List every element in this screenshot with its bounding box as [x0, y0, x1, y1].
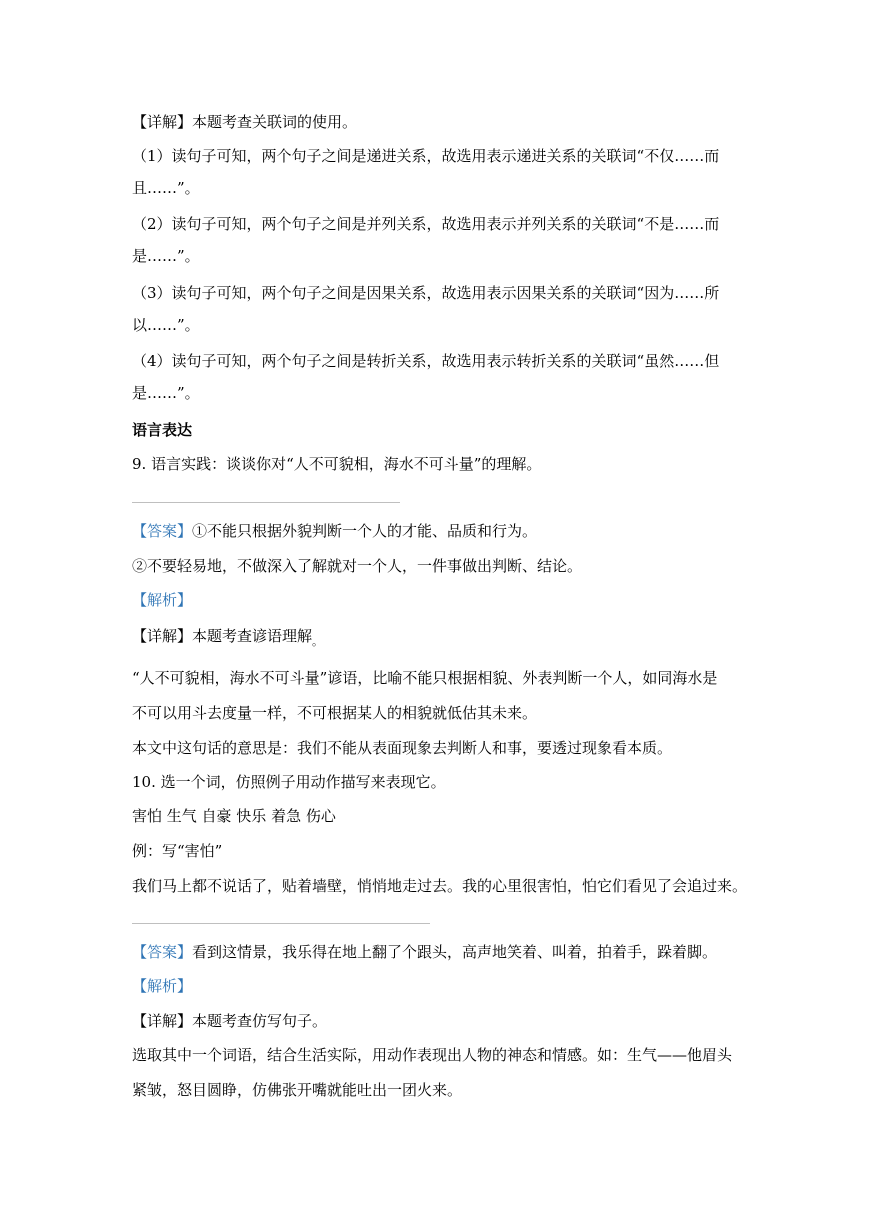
- detail-tag: 【详解】: [132, 1012, 193, 1030]
- answer-text: 看到这情景，我乐得在地上翻了个跟头，高声地笑着、叫着，拍着手，跺着脚。: [192, 943, 718, 961]
- detail-line: [132, 112, 742, 132]
- explanation-9-line-2: 不可以用斗去度量一样，不可根据某人的相貌就低估其未来。: [132, 704, 538, 722]
- detail-item-3-line-1: （3）读句子可知，两个句子之间是因果关系，故选用表示因果关系的关联词“因为……所: [132, 284, 720, 302]
- detail-item-2-line-2: 是……”。: [132, 247, 200, 265]
- detail-item-4-line-2: 是……”。: [132, 384, 200, 402]
- detail-line-9: [132, 626, 742, 648]
- explanation-9-line-3: 本文中这句话的意思是：我们不能从表面现象去判断人和事，要透过现象看本质。: [132, 739, 673, 757]
- question-9: 9. 语言实践：谈谈你对“人不可貌相，海水不可斗量”的理解。: [132, 455, 542, 473]
- section-title: 语言表达: [132, 421, 193, 439]
- detail-text: 本题考查谚语理解: [192, 627, 313, 645]
- question-10: 10. 选一个词，仿照例子用动作描写来表现它。: [132, 773, 446, 791]
- word-options: 害怕 生气 自豪 快乐 着急 伤心: [132, 807, 336, 825]
- explanation-10-line-1: 选取其中一个词语，结合生活实际，用动作表现出人物的神态和情感。如：生气——他眉头: [132, 1046, 733, 1064]
- answer-line-10: [132, 942, 742, 962]
- analysis-tag-10: 【解析】: [132, 977, 193, 995]
- detail-item-4-line-1: （4）读句子可知，两个句子之间是转折关系，故选用表示转折关系的关联词“虽然……但: [132, 352, 720, 370]
- detail-item-1-line-1: （1）读句子可知，两个句子之间是递进关系，故选用表示递进关系的关联词“不仅……而: [132, 147, 720, 165]
- example-label: 例：写“害怕”: [132, 842, 223, 860]
- detail-text: 本题考查关联词的使用。: [192, 113, 358, 131]
- explanation-9-line-1: “人不可貌相，海水不可斗量”谚语，比喻不能只根据相貌、外表判断一个人，如同海水是: [132, 669, 718, 687]
- explanation-10-line-2: 紧皱，怒目圆睁，仿佛张开嘴就能吐出一团火来。: [132, 1081, 463, 1099]
- answer-text: ①不能只根据外貌判断一个人的才能、品质和行为。: [192, 522, 538, 540]
- detail-item-2-line-1: （2）读句子可知，两个句子之间是并列关系，故选用表示并列关系的关联词“不是……而: [132, 215, 720, 233]
- example-text: 我们马上都不说话了，贴着墙壁，悄悄地走过去。我的心里很害怕，怕它们看见了会追过来。: [132, 877, 748, 895]
- detail-punct: 。: [312, 635, 324, 648]
- detail-line-10: [132, 1011, 742, 1031]
- detail-text: 本题考查仿写句子。: [192, 1012, 328, 1030]
- answer-divider-10: [132, 923, 430, 924]
- answer-tag: 【答案】: [132, 522, 193, 540]
- answer-tag: 【答案】: [132, 943, 193, 961]
- detail-tag: 【详解】: [132, 627, 193, 645]
- answer-line-9-2: ②不要轻易地，不做深入了解就对一个人，一件事做出判断、结论。: [132, 557, 583, 575]
- answer-divider-9: [132, 502, 400, 503]
- detail-item-3-line-2: 以……”。: [132, 316, 200, 334]
- detail-tag: 【详解】: [132, 113, 193, 131]
- answer-line-9-1: [132, 521, 742, 541]
- analysis-tag-9: 【解析】: [132, 591, 193, 609]
- detail-item-1-line-2: 且……”。: [132, 179, 200, 197]
